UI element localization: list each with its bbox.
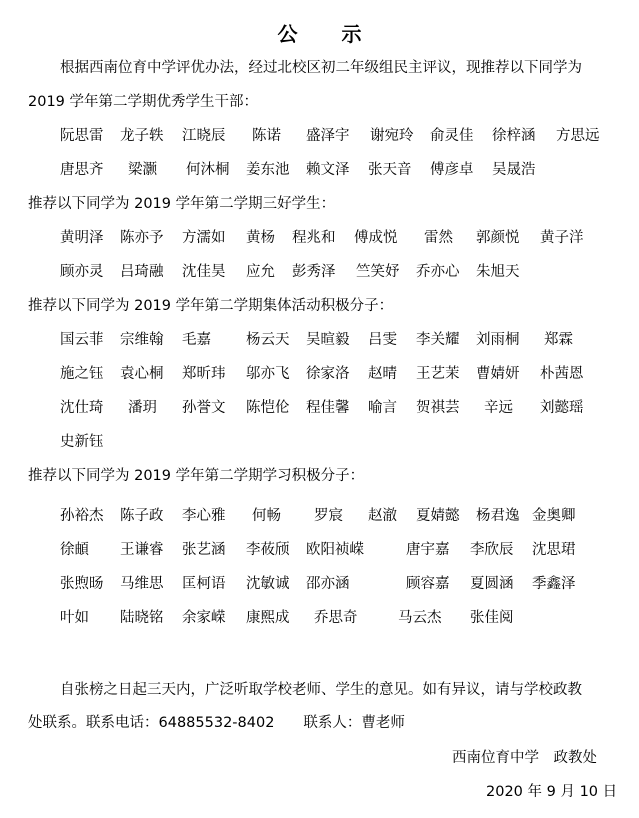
- student-name: 吴晟浩: [492, 162, 536, 178]
- name-row: [0, 228, 639, 248]
- student-name: 程佳馨: [306, 400, 350, 416]
- student-name: 唐思齐: [60, 162, 104, 178]
- student-name: 邬亦飞: [246, 366, 290, 382]
- student-name: 黄子洋: [540, 230, 584, 246]
- student-name: 马云杰: [398, 610, 442, 626]
- student-name: 朱旭天: [476, 264, 520, 280]
- student-name: 郭颜悦: [476, 230, 520, 246]
- student-name: 张天音: [368, 162, 412, 178]
- student-name: 李莜颀: [246, 542, 290, 558]
- student-name: 姜东池: [246, 162, 290, 178]
- student-name: 何畅: [252, 508, 281, 524]
- student-name: 徐家洛: [306, 366, 350, 382]
- student-name: 程兆和: [292, 230, 336, 246]
- student-name: 竺笑妤: [356, 264, 400, 280]
- name-row: [0, 330, 639, 350]
- student-name: 曹婧妍: [476, 366, 520, 382]
- student-name: 徐梓涵: [492, 128, 536, 144]
- student-name: 王艺茉: [416, 366, 460, 382]
- student-name: 朴茜恩: [540, 366, 584, 382]
- student-name: 顾容嘉: [406, 576, 450, 592]
- name-row: [0, 126, 639, 146]
- student-name: 李心雅: [182, 508, 226, 524]
- student-name: 辛远: [484, 400, 513, 416]
- student-name: 余家嵘: [182, 610, 226, 626]
- student-name: 匡柯语: [182, 576, 226, 592]
- student-name: 方濡如: [182, 230, 226, 246]
- closing-line-2: 处联系。联系电话：64885532-8402 联系人：曹老师: [28, 715, 405, 731]
- student-name: 沈佳昊: [182, 264, 226, 280]
- name-row: [0, 608, 639, 628]
- student-name: 盛泽宇: [306, 128, 350, 144]
- student-name: 陆晓铭: [120, 610, 164, 626]
- student-name: 陈恺伦: [246, 400, 290, 416]
- student-name: 乔思奇: [314, 610, 358, 626]
- student-name: 阮思雷: [60, 128, 104, 144]
- student-name: 张艺涵: [182, 542, 226, 558]
- student-name: 刘懿瑶: [540, 400, 584, 416]
- student-name: 李关耀: [416, 332, 460, 348]
- student-name: 国云菲: [60, 332, 104, 348]
- student-name: 陈诺: [252, 128, 281, 144]
- student-name: 杨云天: [246, 332, 290, 348]
- name-row: [0, 506, 639, 526]
- student-name: 郑昕玮: [182, 366, 226, 382]
- student-name: 徐頔: [60, 542, 89, 558]
- student-name: 孙裕杰: [60, 508, 104, 524]
- student-name: 陈亦予: [120, 230, 164, 246]
- student-name: 吕雯: [368, 332, 397, 348]
- name-row: [0, 432, 639, 452]
- name-row: [0, 574, 639, 594]
- section-heading-study: 推荐以下同学为 2019 学年第二学期学习积极分子：: [28, 468, 365, 484]
- student-name: 乔亦心: [416, 264, 460, 280]
- student-name: 谢宛玲: [370, 128, 414, 144]
- student-name: 傅彦卓: [430, 162, 474, 178]
- student-name: 宗维翰: [120, 332, 164, 348]
- name-row: [0, 540, 639, 560]
- student-name: 雷然: [424, 230, 453, 246]
- student-name: 吴暄毅: [306, 332, 350, 348]
- student-name: 陈子政: [120, 508, 164, 524]
- student-name: 江晓辰: [182, 128, 226, 144]
- student-name: 袁心桐: [120, 366, 164, 382]
- student-name: 杨君逸: [476, 508, 520, 524]
- student-name: 夏圆涵: [470, 576, 514, 592]
- student-name: 方思远: [556, 128, 600, 144]
- name-row: [0, 160, 639, 180]
- student-name: 贺祺芸: [416, 400, 460, 416]
- student-name: 金奥卿: [532, 508, 576, 524]
- section-heading-activity: 推荐以下同学为 2019 学年第二学期集体活动积极分子：: [28, 298, 394, 314]
- student-name: 李欣辰: [470, 542, 514, 558]
- student-name: 唐宇嘉: [406, 542, 450, 558]
- closing-line-1: 自张榜之日起三天内，广泛听取学校老师、学生的意见。如有异议，请与学校政教: [60, 682, 582, 698]
- name-row: [0, 398, 639, 418]
- student-name: 黄杨: [246, 230, 275, 246]
- name-row: [0, 262, 639, 282]
- student-name: 喻言: [368, 400, 397, 416]
- student-name: 毛嘉: [182, 332, 211, 348]
- student-name: 赵晴: [368, 366, 397, 382]
- student-name: 沈思珺: [532, 542, 576, 558]
- student-name: 张煦旸: [60, 576, 104, 592]
- section-heading-merit: 推荐以下同学为 2019 学年第二学期三好学生：: [28, 196, 336, 212]
- student-name: 邵亦涵: [306, 576, 350, 592]
- student-name: 王谦睿: [120, 542, 164, 558]
- student-name: 吕琦融: [120, 264, 164, 280]
- intro-line-2: 2019 学年第二学期优秀学生干部：: [28, 94, 259, 110]
- student-name: 沈仕琦: [60, 400, 104, 416]
- student-name: 欧阳祯嵘: [306, 542, 364, 558]
- page-title: 公示: [277, 22, 406, 46]
- student-name: 何沐桐: [186, 162, 230, 178]
- student-name: 施之钰: [60, 366, 104, 382]
- student-name: 赵澈: [368, 508, 397, 524]
- student-name: 叶如: [60, 610, 89, 626]
- student-name: 傅成悦: [354, 230, 398, 246]
- student-name: 彭秀泽: [292, 264, 336, 280]
- student-name: 罗宸: [314, 508, 343, 524]
- student-name: 梁灏: [128, 162, 157, 178]
- student-name: 龙子轶: [120, 128, 164, 144]
- student-name: 沈敏诚: [246, 576, 290, 592]
- date: 2020 年 9 月 10 日: [486, 784, 618, 800]
- student-name: 张佳阅: [470, 610, 514, 626]
- student-name: 康熙成: [246, 610, 290, 626]
- student-name: 黄明泽: [60, 230, 104, 246]
- signature: 西南位育中学 政教处: [452, 750, 597, 766]
- name-row: [0, 364, 639, 384]
- student-name: 史新钰: [60, 434, 104, 450]
- student-name: 顾亦灵: [60, 264, 104, 280]
- student-name: 孙誉文: [182, 400, 226, 416]
- student-name: 赖文泽: [306, 162, 350, 178]
- student-name: 郑霖: [544, 332, 573, 348]
- student-name: 潘玥: [128, 400, 157, 416]
- student-name: 俞灵佳: [430, 128, 474, 144]
- student-name: 刘雨桐: [476, 332, 520, 348]
- student-name: 马维思: [120, 576, 164, 592]
- student-name: 应允: [246, 264, 275, 280]
- intro-line-1: 根据西南位育中学评优办法，经过北校区初二年级组民主评议，现推荐以下同学为: [60, 60, 582, 76]
- student-name: 夏婧懿: [416, 508, 460, 524]
- student-name: 季鑫泽: [532, 576, 576, 592]
